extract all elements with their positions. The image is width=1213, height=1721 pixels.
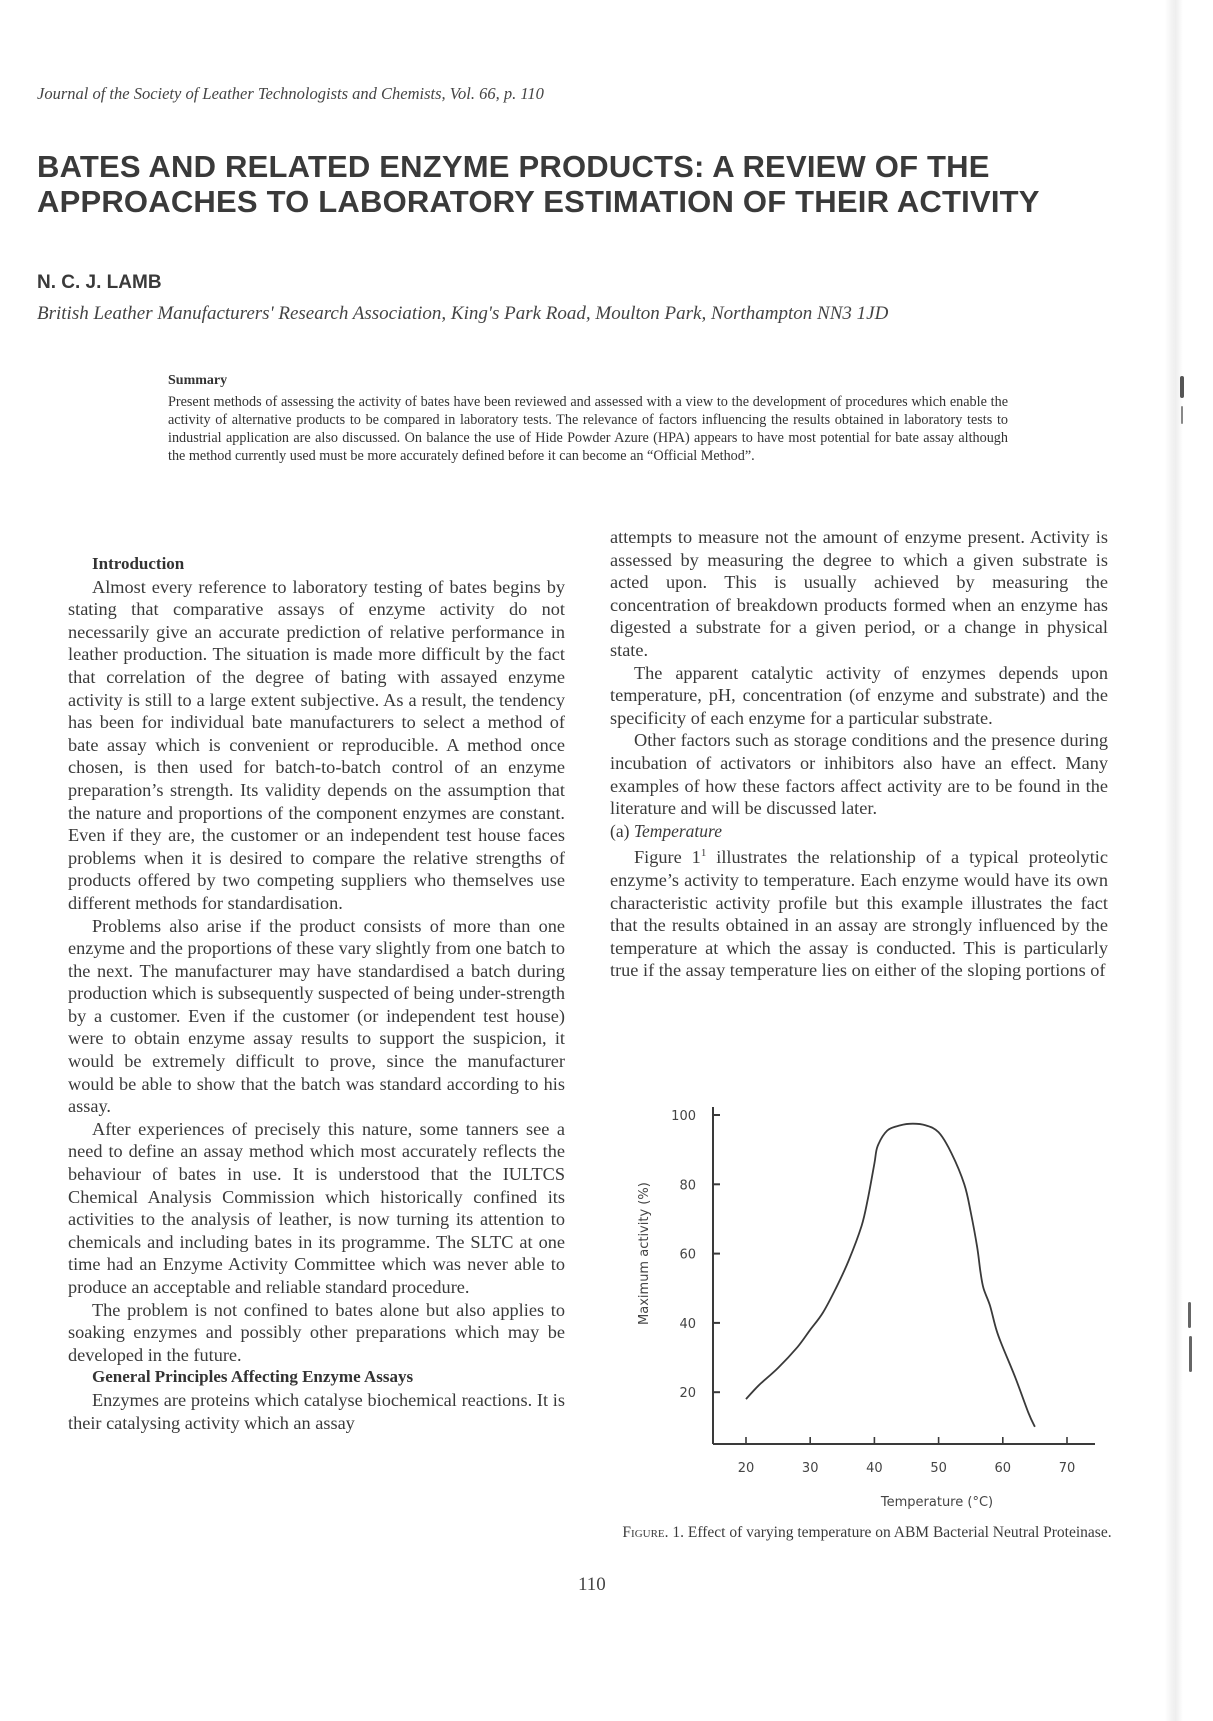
author: N. C. J. LAMB (37, 272, 162, 293)
right-column (610, 526, 1108, 982)
y-tick-label: 80 (679, 1178, 696, 1194)
paragraph-continuation: attempts to measure not the amount of enzyme present. Activity is assessed by measuring the degree to which a given substrate is acted upon. This is usually achieved by measuring the concentration of breakdown products formed when an enzyme has digested a substrate for a given period, or a change in physical state. (610, 527, 1108, 660)
scan-margin (1165, 0, 1183, 1721)
temperature-subheading (610, 820, 1108, 843)
paragraph: Almost every reference to laboratory testing of bates begins by stating that comparative assays of enzyme activity do not necessarily give an accurate prediction of relative performance in leather production. The situation is made more difficult by the fact that correlation of the degree of bating with assayed enzyme activity is still to a large extent subjective. As a result, the tendency has been for individual bate manufacturers to select a method of bate assay which is convenient or reproducible. A method once chosen, is then used for batch-to-batch control of an enzyme preparation’s strength. Its validity depends on the assumption that the nature and proportions of the component enzymes are constant. Even if they are, the customer or an independent test house faces problems when it is desired to compare the relative strengths of products offered by two competing suppliers who themselves use different methods for standardisation. (68, 576, 565, 913)
scan-mark (1188, 1302, 1191, 1328)
page-number: 110 (578, 1574, 606, 1595)
activity-curve (746, 1124, 1035, 1427)
x-tick-label: 70 (1058, 1461, 1076, 1476)
article-title: BATES AND RELATED ENZYME PRODUCTS: A REVIEW OF THE APPROACHES TO LABORATORY ESTIMATION OF THEIR ACTIVITY (37, 149, 1040, 219)
paragraph: The apparent catalytic activity of enzymes depends upon temperature, pH, concentration (of enzyme and substrate) and the specificity of each enzyme for a particular substrate. (610, 662, 1108, 728)
paragraph: After experiences of precisely this nature, some tanners see a need to define an assay method which most accurately reflects the behaviour of bates in use. It is understood that the IULTCS Chemical Analysis Commission which historically confined its activities to the analysis of leather, is now turning its attention to chemicals and including bates in its programme. The SLTC at one time had an Enzyme Activity Committee which was never able to produce an acceptable and reliable standard procedure. (68, 1118, 565, 1297)
subheading-label: Temperature (633, 820, 722, 841)
general-principles-heading: General Principles Affecting Enzyme Assays (92, 1367, 414, 1387)
figure-label: Figure. 1. (622, 1524, 685, 1541)
x-tick-label: 20 (737, 1461, 755, 1476)
figure-reference: Figure 1 (634, 847, 701, 868)
citation-superscript: 1 (700, 847, 707, 860)
summary-text: Present methods of assessing the activity of bates have been reviewed and assessed with a view to the development of procedures which enable the activity of alternative products to be compared in laboratory tests. The relevance of factors influencing the results obtained in laboratory tests to industrial application are also discussed. On balance the use of Hide Powder Azure (HPA) appears to have most potential for bate assay although the method currently used must be more accurately defined before it can become an “Official Method”. (168, 394, 1008, 464)
x-tick-label: 30 (801, 1461, 819, 1476)
y-tick-label: 100 (671, 1109, 696, 1124)
affiliation: British Leather Manufacturers' Research Association, King's Park Road, Moulton Park, Northampton NN3 1JD (37, 303, 889, 324)
paragraph: Problems also arise if the product consists of more than one enzyme and the proportions of these vary slightly from one batch to the next. The manufacturer may have standardised a batch during production which is subsequently suspected of being under-strength by a customer. Even if the customer (or independent test house) were to obtain enzyme assay results to support the suspicion, it would be extremely difficult to prove, since the manufacturer would be able to show that the batch was standard according to his assay. (68, 915, 565, 1117)
x-tick-label: 60 (994, 1461, 1012, 1476)
figure-1-chart (620, 1095, 1120, 1515)
caption-text: Effect of varying temperature on ABM Bacterial Neutral Proteinase. (684, 1524, 1112, 1541)
paragraph: The problem is not confined to bates alone but also applies to soaking enzymes and possibly other preparations which may be developed in the future. (68, 1299, 565, 1365)
scan-mark (1189, 1336, 1192, 1372)
x-tick-label: 40 (866, 1461, 883, 1476)
paragraph (610, 842, 1108, 982)
y-tick-label: 60 (679, 1247, 696, 1263)
y-tick-label: 40 (679, 1316, 696, 1332)
line-chart (620, 1095, 1120, 1515)
paragraph: Other factors such as storage conditions and the presence during incubation of activators or inhibitors also have an effect. Many examples of how these factors affect activity are to be found in the literature and will be discussed later. (610, 730, 1108, 819)
x-tick-label: 50 (930, 1461, 947, 1476)
journal-citation: Journal of the Society of Leather Technologists and Chemists, Vol. 66, p. 110 (37, 84, 544, 103)
subheading-prefix: (a) (610, 820, 634, 841)
summary-heading: Summary (168, 373, 228, 388)
paragraph-text: illustrates the relationship of a typical proteolytic enzyme’s activity to temperature. Each enzyme would have its own characteristic activity profile but this example illustrates the fact that the results obtained in an assay are strongly influenced by the temperature at which the assay is conducted. This is particularly true if the assay temperature lies on either of the sloping portions of (610, 847, 1108, 981)
figure-caption (617, 1524, 1117, 1542)
left-column (68, 553, 565, 1434)
scan-mark (1180, 376, 1184, 398)
y-tick-label: 20 (679, 1386, 696, 1402)
paragraph: Enzymes are proteins which catalyse biochemical reactions. It is their catalysing activity which an assay (68, 1389, 565, 1433)
scan-mark (1181, 406, 1183, 424)
y-axis-label: Maximum activity (%) (637, 1182, 652, 1325)
introduction-heading: Introduction (92, 554, 185, 573)
x-axis-label: Temperature (°C) (880, 1495, 994, 1510)
